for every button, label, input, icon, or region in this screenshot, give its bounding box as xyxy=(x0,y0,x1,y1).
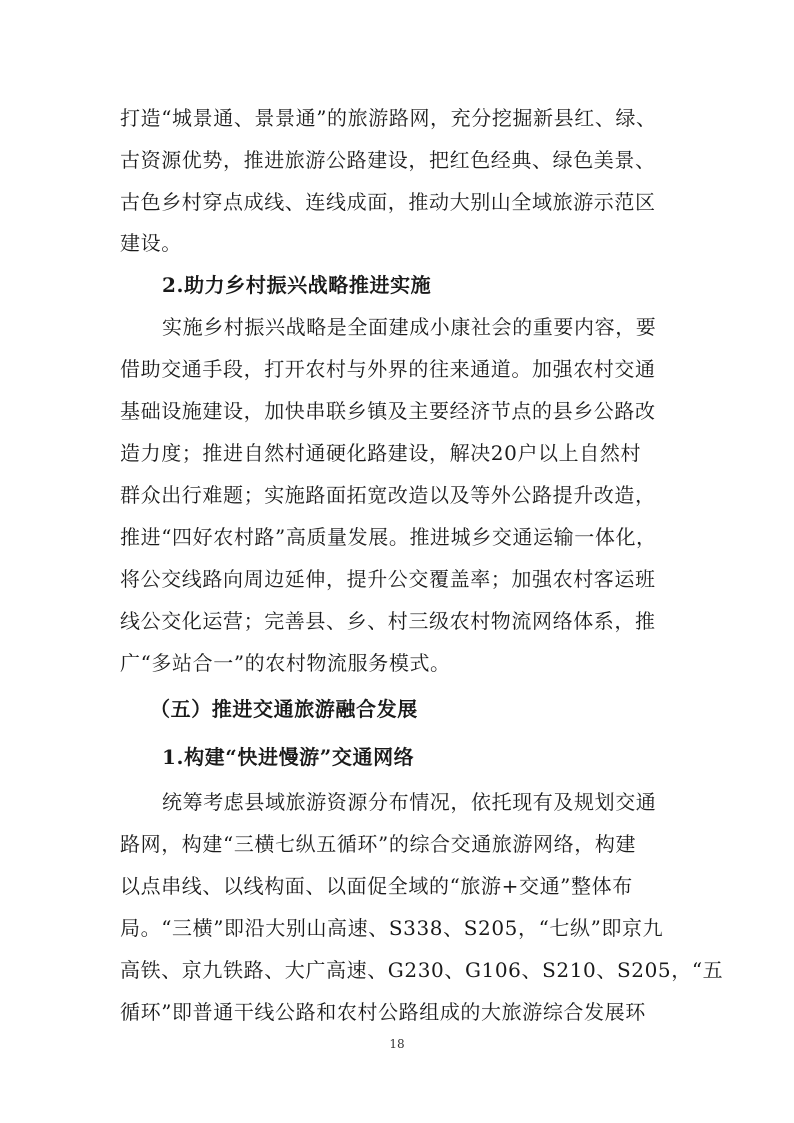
body-text-line: 建设。 xyxy=(120,231,182,255)
body-text-line: 群众出行难题；实施路面拓宽改造以及等外公路提升改造， xyxy=(120,483,656,507)
body-text-line: 广“多站合一”的农村物流服务模式。 xyxy=(120,651,451,675)
body-text-line: 推进“四好农村路”高质量发展。推进城乡交通运输一体化， xyxy=(120,525,657,549)
body-text-line: 古资源优势，推进旅游公路建设，把红色经典、绿色美景、 xyxy=(120,148,656,172)
body-text-line: 造力度；推进自然村通硬化路建设，解决20户以上自然村 xyxy=(120,441,642,465)
body-text-line: 实施乡村振兴战略是全面建成小康社会的重要内容，要 xyxy=(162,315,657,339)
page-number: 18 xyxy=(389,1037,405,1051)
body-text-line: 统筹考虑县域旅游资源分布情况，依托现有及规划交通 xyxy=(162,790,657,814)
section-heading: （五）推进交通旅游融合发展 xyxy=(150,697,418,721)
body-text-line: 局。“三横”即沿大别山高速、S338、S205，“七纵”即京九 xyxy=(120,916,664,940)
body-text-line: 古色乡村穿点成线、连线成面，推动大别山全域旅游示范区 xyxy=(120,190,656,214)
subsection-heading: 1.构建“快进慢游”交通网络 xyxy=(162,745,415,769)
body-text-line: 线公交化运营；完善县、乡、村三级农村物流网络体系，推 xyxy=(120,609,656,633)
body-text-line: 高铁、京九铁路、大广高速、G230、G106、S210、S205，“五 xyxy=(120,958,724,982)
body-text-line: 循环”即普通干线公路和农村公路组成的大旅游综合发展环 xyxy=(120,1000,646,1024)
body-text-line: 将公交线路向周边延伸，提升公交覆盖率；加强农村客运班 xyxy=(120,567,656,591)
body-text-line: 路网，构建“三横七纵五循环”的综合交通旅游网络，构建 xyxy=(120,832,637,856)
body-text-line: 借助交通手段，打开农村与外界的往来通道。加强农村交通 xyxy=(120,357,656,381)
subsection-heading: 2.助力乡村振兴战略推进实施 xyxy=(162,273,432,297)
body-text-line: 打造“城景通、景景通”的旅游路网，充分挖掘新县红、绿、 xyxy=(120,106,657,130)
body-text-line: 以点串线、以线构面、以面促全域的“旅游+交通”整体布 xyxy=(120,874,633,898)
body-text-line: 基础设施建设，加快串联乡镇及主要经济节点的县乡公路改 xyxy=(120,399,656,423)
